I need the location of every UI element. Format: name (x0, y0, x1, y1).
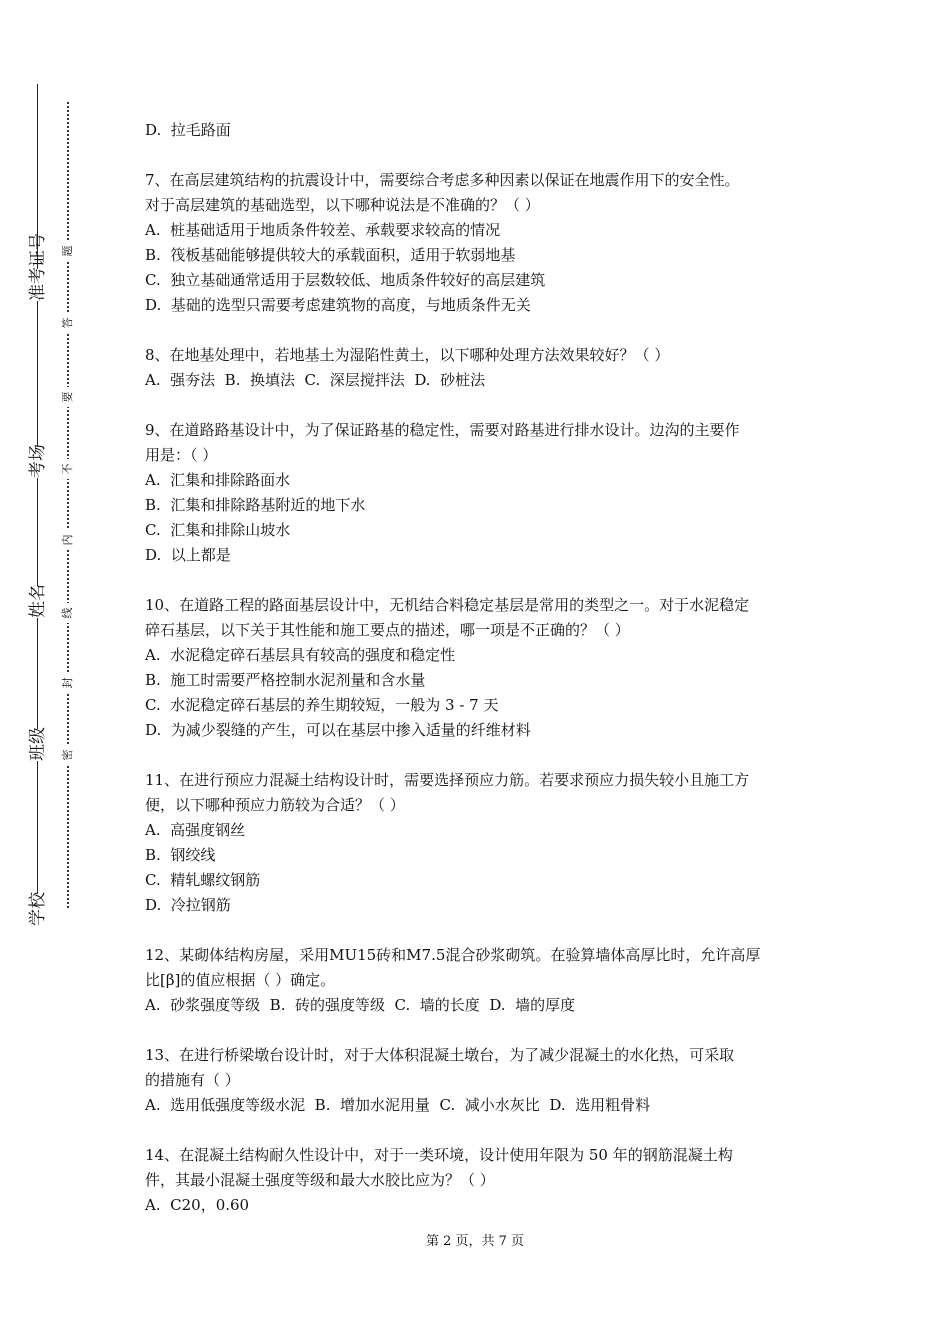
question-stem: 9、在道路路基设计中，为了保证路基的稳定性，需要对路基进行排水设计。边沟的主要作 (145, 421, 740, 439)
question-stem: 10、在道路工程的路面基层设计中，无机结合料稳定基层是常用的类型之一。对于水泥稳定 (145, 596, 750, 614)
option: A. 强夯法 B. 换填法 C. 深层搅拌法 D. 砂桩法 (145, 371, 486, 389)
question-9 (145, 418, 815, 568)
question-stem: 7、在高层建筑结构的抗震设计中，需要综合考虑多种因素以保证在地震作用下的安全性。 (145, 171, 740, 189)
option: C. 独立基础通常适用于层数较低、地质条件较好的高层建筑 (145, 271, 546, 289)
option: B. 施工时需要严格控制水泥剂量和含水量 (145, 671, 426, 689)
option: A. 砂浆强度等级 B. 砖的强度等级 C. 墙的长度 D. 墙的厚度 (145, 996, 576, 1014)
class-label: 班级 (28, 727, 48, 761)
question-8 (145, 343, 815, 393)
question-stem: 便，以下哪种预应力筋较为合适？（ ） (145, 796, 405, 814)
previous-question-tail (145, 118, 815, 143)
name-label: 姓名 (28, 584, 48, 618)
exam-room-label: 考场 (28, 444, 48, 478)
option: A. 选用低强度等级水泥 B. 增加水泥用量 C. 减小水灰比 D. 选用粗骨料 (145, 1096, 651, 1114)
option: D. 为减少裂缝的产生，可以在基层中掺入适量的纤维材料 (145, 721, 531, 739)
option: A. 桩基础适用于地质条件较差、承载要求较高的情况 (145, 221, 501, 239)
binding-solid-line (37, 84, 38, 926)
option: B. 筏板基础能够提供较大的承载面积，适用于软弱地基 (145, 246, 516, 264)
question-13 (145, 1043, 815, 1118)
question-stem: 的措施有（ ） (145, 1071, 240, 1089)
question-stem: 对于高层建筑的基础选型，以下哪种说法是不准确的？（ ） (145, 196, 540, 214)
question-stem: 件，其最小混凝土强度等级和最大水胶比应为？（ ） (145, 1171, 495, 1189)
question-stem: 用是：（ ） (145, 446, 218, 464)
question-stem: 14、在混凝土结构耐久性设计中，对于一类环境，设计使用年限为 50 年的钢筋混凝土构 (145, 1146, 733, 1164)
question-content (145, 118, 815, 1243)
binding-margin (0, 0, 120, 1344)
question-stem: 11、在进行预应力混凝土结构设计时，需要选择预应力筋。若要求预应力损失较小且施工方 (145, 771, 750, 789)
seal-word: 题 (61, 241, 75, 261)
option: C. 水泥稳定碎石基层的养生期较短，一般为 3 - 7 天 (145, 696, 499, 714)
option: A. C20，0.60 (145, 1196, 250, 1214)
question-stem: 8、在地基处理中，若地基土为湿陷性黄土，以下哪种处理方法效果较好？（ ） (145, 346, 670, 364)
question-11 (145, 768, 815, 918)
option: B. 钢绞线 (145, 846, 216, 864)
school-label: 学校 (28, 892, 48, 926)
question-10 (145, 593, 815, 743)
seal-word: 线 (61, 603, 75, 623)
seal-word: 不 (61, 459, 75, 479)
question-14 (145, 1143, 815, 1218)
question-stem: 12、某砌体结构房屋，采用MU15砖和M7.5混合砂浆砌筑。在验算墙体高厚比时，允许高厚 (145, 946, 761, 964)
seal-word: 内 (61, 530, 75, 550)
option: A. 水泥稳定碎石基层具有较高的强度和稳定性 (145, 646, 456, 664)
question-stem: 13、在进行桥梁墩台设计时，对于大体积混凝土墩台，为了减少混凝土的水化热，可采取 (145, 1046, 735, 1064)
binding-dotted-line (67, 102, 69, 908)
option: A. 高强度钢丝 (145, 821, 246, 839)
page-footer: 第 2 页，共 7 页 (425, 1234, 525, 1249)
option: C. 精轧螺纹钢筋 (145, 871, 261, 889)
seal-word: 密 (61, 745, 75, 765)
question-12 (145, 943, 815, 1018)
exam-id-label: 准考证号 (28, 233, 48, 301)
seal-word: 封 (61, 673, 75, 693)
seal-word: 答 (61, 313, 75, 333)
option: C. 汇集和排除山坡水 (145, 521, 291, 539)
option: D. 拉毛路面 (145, 121, 231, 139)
option: A. 汇集和排除路面水 (145, 471, 291, 489)
option: D. 以上都是 (145, 546, 231, 564)
option: B. 汇集和排除路基附近的地下水 (145, 496, 366, 514)
question-7 (145, 168, 815, 318)
option: D. 基础的选型只需要考虑建筑物的高度，与地质条件无关 (145, 296, 531, 314)
question-stem: 比[β]的值应根据（ ）确定。 (145, 971, 336, 989)
seal-word: 要 (61, 387, 75, 407)
option: D. 冷拉钢筋 (145, 896, 231, 914)
question-stem: 碎石基层，以下关于其性能和施工要点的描述，哪一项是不正确的？（ ） (145, 621, 630, 639)
